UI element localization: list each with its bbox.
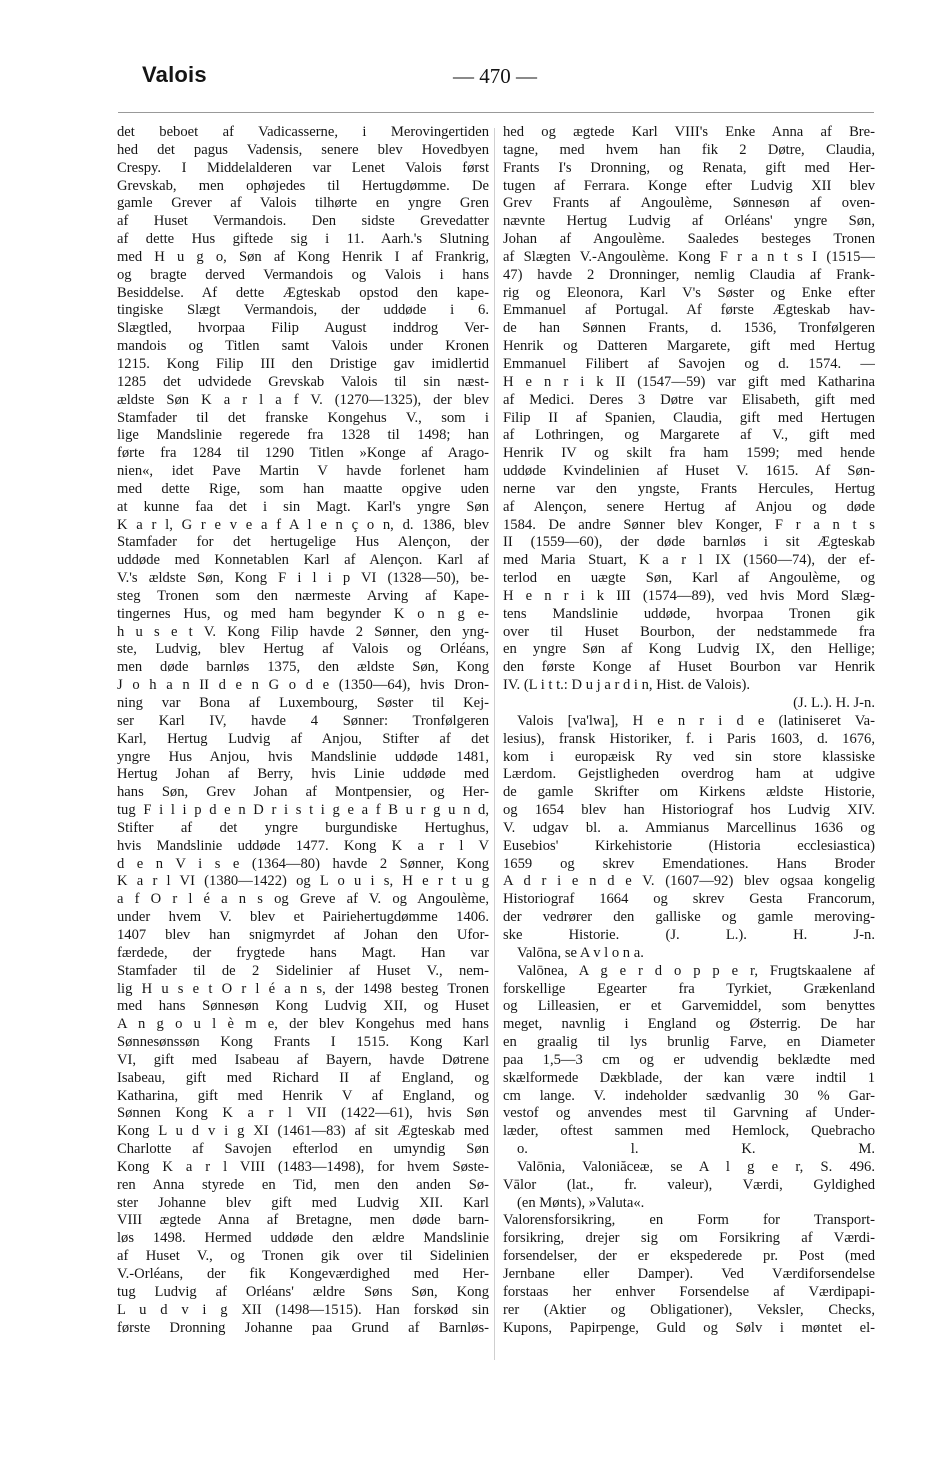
text-line: Valois [va'lwa], H e n r i d e (latiniseret Va- [517,712,875,729]
text-line: 1215. Kong Filip III den Dristige gav imidlertid [117,355,489,372]
text-line: af Medici. Deres 3 Døtre var Elisabeth, gift med [503,391,875,408]
column-divider [494,128,495,1360]
text-line: tagne, med hvem han fik 2 Døtre, Claudia, [503,141,875,158]
text-line: Henrik og Datteren Margarete, gift med Hertug [503,338,875,355]
text-line: Lærdom. Gejstligheden overdrog ham at udgive [503,766,875,783]
text-line: tens Mandslinie uddøde, hvorpaa Tronen gik [503,605,875,622]
text-line: Grevskab, men ophøjedes til Hertugdømme. De [117,177,489,194]
text-line: af Lothringen, og Margarete af V., gift med [503,427,875,444]
text-line: og 1654 blev han Historiograf hos Ludvig XIV. [503,802,875,819]
text-line: de gamle Skrifter om Kirkens ældste Historie, [503,784,875,801]
text-line: L u d v i g XII (1498—1515). Han forskød sin [117,1301,489,1318]
text-line: Charlotte af Savojen efterlod en umyndig Søn [117,1141,489,1158]
text-line: A n g o u l è m e, der blev Kongehus med hans [117,1016,489,1033]
text-line: Besiddelse. Af dette Ægteskab opstod den kape- [117,284,489,301]
text-line: Eusebios' Kirkehistorie (Historia ecclesiastica) [503,837,875,854]
text-line: II (1559—60), der døde barnløs i sit Ægteskab [503,534,875,551]
text-line: over til Huset Bourbon, der nedstammede fra [503,623,875,640]
text-line: nien«, idet Pave Martin V havde forlenet ham [117,463,489,480]
text-line: vestof og anvendes mest til Garvning af Under- [503,1105,875,1122]
text-line: ser Karl IV, havde 4 Sønner: Tronfølgeren [117,712,489,729]
text-line: af Huset Vermandois. Den sidste Grevedatter [117,213,489,230]
text-line: Karl, Hertug Ludvig af Anjou, Stifter af det [117,730,489,747]
text-line: førte fra 1284 til 1290 Titlen »Konge af Arago- [117,445,489,462]
text-line: K a r l VI (1380—1422) og L o u i s, H e r t u g [117,873,489,890]
text-line: A d r i e n d e V. (1607—92) blev ogsaa kongelig [503,873,875,890]
text-line: paa 1,5—3 cm og er udvendig beklædte med [503,1051,875,1068]
text-line: skælformede Dækblade, der kan være indtil 1 [503,1069,875,1086]
text-line: nævnte Hertug Ludvig af Orléans' yngre Søn, [503,213,875,230]
text-line: V.'s ældste Søn, Kong F i l i p VI (1328—50), be- [117,570,489,587]
text-line: Filip II af Spanien, Claudia, gift med Hertugen [503,409,875,426]
text-line: der vedrører den galliske og gamle meroving- [503,909,875,926]
page-number: — 470 — [453,64,537,88]
text-line: ren Anna styrede en Tid, men den anden Sø- [117,1176,489,1193]
text-line: at kunne faa det i sin Magt. Karl's yngre Søn [117,498,489,515]
text-line: V. udgav bl. a. Ammianus Marcellinus 1636 og [503,819,875,836]
left-column [117,124,489,1337]
text-line: af Slægten V.-Angoulème. Kong F r a n t s I (1515— [503,248,875,265]
text-line: rer (Aktier og Obligationer), Veksler, Checks, [503,1301,875,1318]
text-line: Isabeau, gift med Richard II af England, og [117,1069,489,1086]
text-line: rig og Eleonora, Karl V's Søster og Enke efter [503,284,875,301]
text-line: forsikring, drejer sig om Forsikring af Værdi- [503,1230,875,1247]
text-line: hvis Mandslinie uddøde 1477. Kong K a r l V [117,837,489,854]
text-line: Henrik IV og skilt fra ham 1599; med hende [503,445,875,462]
text-line: Emmanuel af Portugal. Af første Ægteskab hav- [503,302,875,319]
text-line: terlod en uægte Søn, Karl af Angoulème, og [503,570,875,587]
text-line: af dette Hus giftede sig i 11. Aarh.'s Slutning [117,231,489,248]
text-line: læder, oftest sammen med Hemlock, Quebracho [503,1123,875,1140]
text-line: 1285 det udvidede Grevskab Valois til sin næst- [117,373,489,390]
text-line: hans Søn, Grev Johan af Montpensier, og Her- [117,784,489,801]
text-line: yngre Hus Anjou, hvis Mandslinie uddøde 1481, [117,748,489,765]
text-line: af Alençon, senere Hertug af Anjou og døde [503,498,875,515]
text-line: færdede, der frygtede hans Magt. Han var [117,944,489,961]
text-line: VI, gift med Isabeau af Bayern, havde Døtrene [117,1051,489,1068]
text-line: tingernes Hus, og med ham begynder K o n g e- [117,605,489,622]
text-line: cm lange. V. indeholder sædvanlig 30 % Gar- [503,1087,875,1104]
text-line: h u s e t V. Kong Filip havde 2 Sønner, den yng- [117,623,489,640]
text-line: uddøde Kvindelinien af Huset V. 1615. Af Søn- [503,463,875,480]
header-rule [118,112,874,113]
text-line: Vālor (lat., fr. valeur), Værdi, Gyldighed [503,1176,875,1193]
text-line: VIII ægtede Anna af Bretagne, men døde barn- [117,1212,489,1229]
text-line: kom i europæisk Ry ved sin store klassiske [503,748,875,765]
text-line: forskellige Egearter fra Tyrkiet, Grækenland [503,980,875,997]
text-line: tug Ludvig af Orléans' ældre Søns Søn, Kong [117,1283,489,1300]
text-line: Valōnia, Valoniăceæ, se A l g e r, S. 496. [517,1158,875,1175]
text-line: Valōna, se A v l o n a. [517,944,644,961]
text-line: forstaas her enhver Forsendelse af Værdipapi- [503,1283,875,1300]
text-line: lig H u s e t O r l é a n s, der 1498 besteg Tronen [117,980,489,997]
text-line: det beboet af Vadicasserne, i Merovingertiden [117,124,489,140]
text-line: Kong L u d v i g XI (1461—83) af sit Ægteskab med [117,1123,489,1140]
text-line: Hertug Johan af Berry, hvis Linie uddøde med [117,766,489,783]
text-line: lesius), fransk Historiker, f. i Paris 1603, d. 1676, [503,730,875,747]
text-line: en yngre Søn af Kong Ludvig IX, den Hellige; [503,641,875,658]
text-line: K a r l, G r e v e a f A l e n ç o n, d. 1386, blev [117,516,489,533]
text-line: Slægtled, hvorpaa Filip August inddrog Ver- [117,320,489,337]
text-line: Sønnesønssøn Kong Frants I 1515. Kong Karl [117,1034,489,1051]
running-headword: Valois [142,62,207,87]
text-line: Emmanuel Filibert af Savojen og d. 1574. — [503,355,875,372]
text-line: hed og ægtede Karl VIII's Enke Anna af Bre- [503,124,875,140]
text-line: 1584. De andre Sønner blev Konger, F r a n t s [503,516,875,533]
text-line: Kong K a r l VIII (1483—1498), for hvem Søste- [117,1158,489,1175]
text-line: ning var Bona af Luxembourg, Søster til Kej- [117,695,489,711]
text-line: meget, navnlig i England og Østerrig. De har [503,1016,875,1033]
text-line: 1407 blev han snigmyrdet af Johan den Ufor- [117,926,489,943]
text-line: Frants I's Dronning, og Renata, gift med Her- [503,159,875,176]
text-line: med Maria Stuart, K a r l IX (1560—74), der ef- [503,552,875,569]
text-line: (en Mønts), »Valuta«. [517,1194,645,1211]
text-line: d e n V i s e (1364—80) havde 2 Sønner, Kong [117,855,489,872]
text-line: forsendelser, der er ekspederede pr. Post (med [503,1248,875,1265]
text-line: Stamfader for det hertugelige Hus Alençon, der [117,534,489,551]
text-line: gamle Grever af Valois tilhørte en yngre Gren [117,195,489,212]
text-line: Sønnen Kong K a r l VII (1422—61), hvis Søn [117,1105,489,1122]
text-line: men døde barnløs 1375, den ældste Søn, Kong [117,659,489,676]
text-line: (J. L.). H. J-n. [793,695,875,711]
text-line: J o h a n II d e n G o d e (1350—64), hvis Dron- [117,677,489,694]
text-line: Historiograf 1664 og skrev Gesta Francorum, [503,891,875,908]
text-line: Stamfader til de 2 Sidelinier af Huset V., nem- [117,962,489,979]
text-line: de han Sønnen Frants, d. 1536, Tronfølgeren [503,320,875,337]
text-line: o. l. K. M. [517,1141,875,1158]
text-line: 47) havde 2 Dronninger, nemlig Claudia af Frank- [503,266,875,283]
text-line: ske Historie. (J. L.). H. J-n. [503,926,875,943]
text-line: en graalig til lys brunlig Farve, en Diameter [503,1034,875,1051]
text-line: og Lilleasien, er et Garvemiddel, som benyttes [503,998,875,1015]
text-line: lige Mandslinie regerede fra 1328 til 1498; han [117,427,489,444]
text-line: tug F i l i p d e n D r i s t i g e a f B u r g u n d, [117,802,489,819]
text-line: Valorensforsikring, en Form for Transport- [503,1212,875,1229]
text-line: løs 1498. Hermed uddøde den ældre Mandslinie [117,1230,489,1247]
text-line: Crespy. I Middelalderen var Lenet Valois først [117,159,489,176]
text-line: Stifter af det yngre burgundiske Hertughus, [117,819,489,836]
text-line: V.-Orléans, der fik Kongeværdighed med Her- [117,1266,489,1282]
text-line: Stamfader til det franske Kongehus V., som i [117,409,489,426]
text-line: Kupons, Papirpenge, Guld og Sølv i møntet el- [503,1319,875,1336]
text-line: steg Tronen som den nærmeste Arving af Kape- [117,587,489,604]
text-line: H e n r i k III (1574—89), ved hvis Mord Slæg- [503,587,875,604]
text-line: Grev Frants af Angoulème, Sønnesøn af oven- [503,195,875,212]
text-line: med dette Rige, som han maatte opgive uden [117,480,489,497]
text-line: første Dronning Johanne paa Grund af Barnløs- [117,1319,489,1336]
text-line: under hvem V. blev et Pairiehertugdømme 1406. [117,909,489,926]
text-line: H e n r i k II (1547—59) var gift med Katharina [503,373,875,390]
text-line: med hans Sønnesøn Kong Ludvig XII, og Huset [117,998,489,1015]
text-line: IV. (L i t t.: D u j a r d i n, Hist. de Valois). [503,677,750,694]
text-line: Valōnea, A g e r d o p p e r, Frugtskaalene af [517,962,875,979]
text-line: ster Johanne blev gift med Ludvig XII. Karl [117,1194,489,1211]
text-line: og bragte derved Vermandois og Valois i hans [117,266,489,283]
text-line: af Huset V., og Tronen gik over til Sidelinien [117,1248,489,1265]
text-line: den første Konge af Huset Bourbon var Henrik [503,659,875,676]
text-line: uddøde med Konnetablen Karl af Alençon. Karl af [117,552,489,569]
text-line: hed det pagus Vadensis, senere blev Hovedbyen [117,141,489,158]
text-line: med H u g o, Søn af Kong Henrik I af Frankrig, [117,248,489,265]
text-line: ste, Ludvig, blev Hertug af Valois og Orléans, [117,641,489,658]
text-line: 1659 og skrev Emendationes. Hans Broder [503,855,875,872]
text-line: nerne var den yngste, Frants Hercules, Hertug [503,480,875,497]
text-line: Jernbane eller Damper). Ved Værdiforsendelse [503,1266,875,1282]
text-line: Katharina, gift med Henrik V af England, og [117,1087,489,1104]
right-column [503,124,875,1337]
text-line: tugen af Ferrara. Konge efter Ludvig XII blev [503,177,875,194]
text-line: Johan af Angoulème. Saaledes besteges Tronen [503,231,875,248]
text-line: a f O r l é a n s og Greve af V. og Angoulème, [117,891,489,908]
running-header [0,62,928,98]
text-line: ældste Søn K a r l a f V. (1270—1325), der blev [117,391,489,408]
text-line: tingiske Slægt Vermandois, der uddøde i 6. [117,302,489,319]
text-line: mandois og Titlen samt Valois under Kronen [117,338,489,355]
